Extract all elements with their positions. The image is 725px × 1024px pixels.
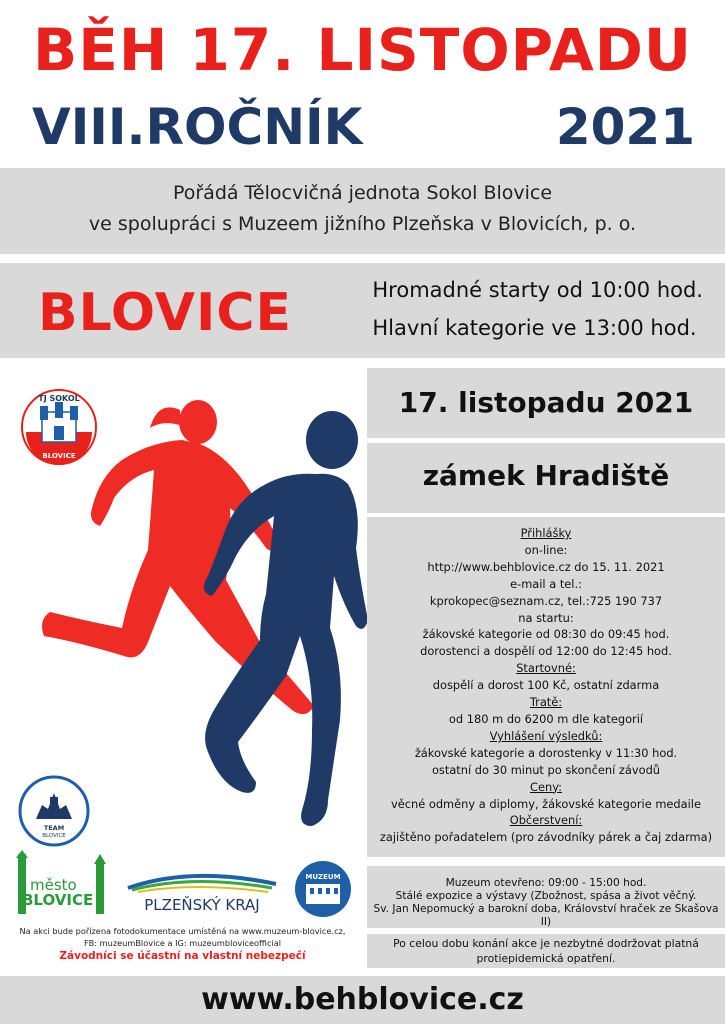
info-heading-text: Vyhlášení výsledků: bbox=[489, 728, 603, 743]
info-line: od 180 m do 6200 m dle kategorií bbox=[448, 711, 644, 726]
museum-panel bbox=[367, 866, 725, 928]
info-heading-text: Přihlášky bbox=[520, 526, 572, 540]
muzeum-logo-text: MUZEUM bbox=[305, 873, 341, 881]
info-line: e-mail a tel.: bbox=[510, 576, 582, 591]
info-heading-text: Občerstvení: bbox=[509, 813, 583, 828]
info-heading bbox=[367, 694, 725, 711]
year-label: 2021 bbox=[555, 98, 695, 156]
museum-line-2: Stálé expozice a výstavy (Zbožnost, spása a život věčný. bbox=[395, 890, 697, 902]
info-line: ostatní do 30 minut po skončení závodů bbox=[431, 762, 661, 777]
website-url[interactable]: www.behblovice.cz bbox=[0, 976, 725, 1024]
info-panel bbox=[367, 517, 725, 857]
info-line: žákovské kategorie a dorostenky v 11:30 hod. bbox=[414, 745, 678, 760]
location-band bbox=[0, 263, 725, 358]
photo-notice-line-1: Na akci bude pořízena fotodokumentace umístěná na www.muzeum-blovice.cz, bbox=[19, 926, 346, 936]
info-heading bbox=[367, 525, 725, 542]
start-time-main: Hlavní kategorie ve 13:00 hod. bbox=[372, 316, 697, 340]
organizer-band bbox=[0, 168, 725, 254]
edition-label: VIII.ROČNÍK bbox=[32, 98, 363, 156]
covid-notice bbox=[367, 934, 725, 968]
info-line: na startu: bbox=[518, 610, 574, 625]
team-blovice-logo bbox=[18, 775, 90, 847]
info-heading bbox=[367, 660, 725, 677]
mesto-blovice-logo bbox=[12, 850, 112, 922]
risk-notice: Závodníci se účastní na vlastní nebezpečí bbox=[59, 950, 306, 962]
mesto-logo-text-2: BLOVICE bbox=[22, 891, 94, 909]
kraj-logo-text: PLZEŇSKÝ KRAJ bbox=[144, 896, 260, 914]
sokol-logo-top-text: TJ SOKOL bbox=[38, 394, 80, 403]
info-heading-text: Tratě: bbox=[529, 695, 563, 710]
photo-notice-line-2: FB: muzeumBlovice a IG: muzeumbloviceofficial bbox=[83, 938, 282, 948]
sokol-logo-bottom-text: BLOVICE bbox=[42, 452, 76, 460]
page-title: BĚH 17. LISTOPADU bbox=[33, 16, 692, 84]
museum-line-1: Muzeum otevřeno: 09:00 - 15:00 hod. bbox=[445, 877, 647, 889]
muzeum-logo bbox=[294, 860, 352, 918]
organizer-line-2: ve spolupráci s Muzeem jižního Plzeňska v Blovicích, p. o. bbox=[88, 213, 637, 235]
city-name: BLOVICE bbox=[38, 283, 292, 343]
info-heading-text: Ceny: bbox=[530, 779, 562, 794]
info-line: zajištěno pořadatelem (pro závodníky párek a čaj zdarma) bbox=[379, 830, 713, 845]
event-date: 17. listopadu 2021 bbox=[367, 368, 725, 438]
sokol-logo bbox=[20, 388, 98, 466]
info-heading bbox=[367, 728, 725, 745]
start-time-mass: Hromadné starty od 10:00 hod. bbox=[372, 278, 703, 302]
organizer-line-1: Pořádá Tělocvičná jednota Sokol Blovice bbox=[172, 182, 553, 204]
info-line: http://www.behblovice.cz do 15. 11. 2021 bbox=[427, 559, 665, 574]
covid-line-2: protiepidemická opatření. bbox=[476, 952, 616, 965]
info-line: žákovské kategorie od 08:30 do 09:45 hod. bbox=[422, 627, 670, 642]
info-line: dorostenci a dospělí od 12:00 do 12:45 hod. bbox=[420, 644, 672, 659]
team-logo-text-2: BLOVICE bbox=[42, 833, 66, 839]
team-logo-text-1: TEAM bbox=[43, 824, 65, 832]
start-times bbox=[372, 271, 703, 347]
info-line: on-line: bbox=[524, 542, 568, 557]
covid-line-1: Po celou dobu konání akce je nezbytné dodržovat platná bbox=[393, 937, 699, 950]
photo-notice bbox=[10, 925, 355, 949]
museum-line-3: Sv. Jan Nepomucký a barokní doba, Království hraček ze Skašova II) bbox=[373, 903, 719, 928]
info-heading-text: Startovné: bbox=[516, 661, 576, 676]
event-place: zámek Hradiště bbox=[367, 443, 725, 513]
mesto-logo-text-1: město bbox=[30, 876, 77, 894]
info-heading bbox=[367, 779, 725, 796]
info-line: věcné odměny a diplomy, žákovské kategorie medaile bbox=[391, 796, 701, 811]
plzensky-kraj-logo bbox=[122, 868, 282, 916]
info-line: dospělí a dorost 100 Kč, ostatní zdarma bbox=[432, 678, 660, 693]
info-line: kprokopec@seznam.cz, tel.:725 190 737 bbox=[429, 593, 663, 608]
info-heading bbox=[367, 812, 725, 829]
